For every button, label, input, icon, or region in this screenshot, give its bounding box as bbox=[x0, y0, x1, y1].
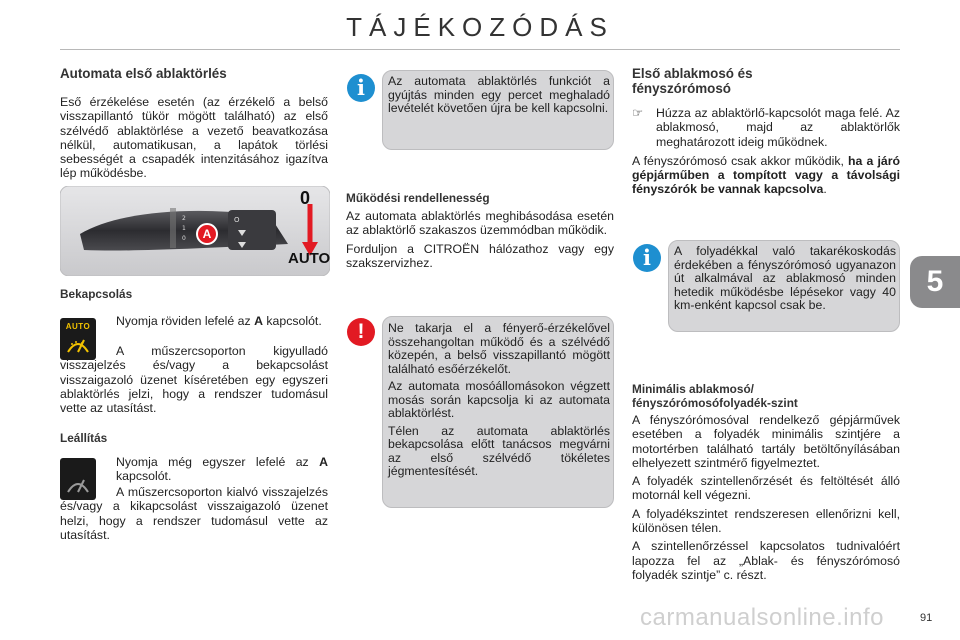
intro-paragraph: Eső érzékelése esetén (az érzékelő a belső visszapillantó tükör mögött található) az első szélvédő ablaktörlése a vezető beavatkozása nélkül, automatikusan, a lapátok törlési sebességét a csapadék intenzitásához igazítva lép működésbe. bbox=[60, 95, 328, 181]
info-icon: i bbox=[347, 74, 375, 102]
label-zero: 0 bbox=[300, 188, 311, 208]
svg-text:0: 0 bbox=[182, 235, 186, 242]
headlamp-condition-bold: ha a járó gépjárműben a tompított vagy a távolsági fényszórók be vannak kapcsolva bbox=[632, 153, 900, 197]
leallitas-step1-text: Nyomja még egyszer lefelé az bbox=[116, 455, 320, 469]
leallitas-step1-end: kapcsolót. bbox=[116, 469, 172, 484]
wiper-stalk-figure bbox=[60, 186, 330, 276]
leallitas-step1 bbox=[116, 455, 328, 484]
svg-text:1: 1 bbox=[182, 225, 186, 232]
watermark: carmanualsonline.info bbox=[640, 604, 884, 631]
min-level-p2: A folyadék szintellenőrzését és feltöltését álló motornál kell végezni. bbox=[632, 474, 900, 503]
washer-instruction-text: Húzza az ablaktörlő-kapcsolót maga felé. Az ablakmosó, majd az ablaktörlők meghatározott ideig működnek. bbox=[656, 106, 900, 149]
warning-icon: ! bbox=[347, 318, 375, 346]
leallitas-step2: A műszercsoporton kialvó visszajelzés és/vagy a kikapcsolást visszaigazoló üzenet helzi, hogy a rendszer tudomásul vette az utasítást. bbox=[60, 485, 328, 542]
label-a-marker: A bbox=[196, 223, 218, 245]
info-box-fluid-saving-text: A folyadékkal való takarékoskodás érdekében a fényszórómosó ugyanazon út alkalmával az ablakmosó minden hetedik működésbe lépésekor vagy 40 km-enként kapcsol csak be. bbox=[674, 244, 896, 312]
warning-box-text bbox=[388, 322, 610, 483]
warning-p3: Télen az automata ablaktörlés bekapcsolása előtt tanácsos megvárni az első szélvédő tökéletes jégmentesítését. bbox=[388, 423, 610, 478]
mukodesi-body bbox=[346, 209, 614, 299]
hand-pointer-icon: ☞ bbox=[632, 106, 644, 120]
headlamp-condition-end: . bbox=[823, 182, 827, 197]
mukodesi-p2: Forduljon a CITROËN hálózathoz vagy egy szakszervizhez. bbox=[346, 241, 614, 270]
bekapcsolas-step1 bbox=[116, 314, 328, 328]
svg-text:O: O bbox=[234, 216, 240, 224]
warning-box bbox=[382, 316, 614, 508]
bekapcsolas-step1-text: Nyomja röviden lefelé az bbox=[116, 314, 255, 328]
warning-p2: Az automata mosóállomásokon végzett mosás során kapcsolja ki az automata ablaktörlést. bbox=[388, 379, 610, 420]
info-box-fluid-saving bbox=[668, 240, 900, 332]
leallitas-switch-ref: A bbox=[319, 455, 328, 469]
min-level-p1: A fényszórómosóval rendelkező gépjárművek esetében a folyadék minimális szintjére a motortérben található tartály betöltőnyílásában elhelyezett szintmérő figyelmeztet. bbox=[632, 413, 900, 470]
label-auto: AUTO bbox=[288, 250, 331, 267]
bekapcsolas-switch-ref: A bbox=[254, 314, 263, 328]
leallitas-heading: Leállítás bbox=[60, 431, 108, 445]
title-divider bbox=[60, 49, 900, 50]
bekapcsolas-step2: A műszercsoporton kigyulladó visszajelzés és/vagy a bekapcsolást visszaigazoló üzenet kíséretében egy egyszeri ablaktörlés jelzi, hogy a rendszer tudomásul vette az utasítást. bbox=[60, 344, 328, 416]
page-number: 91 bbox=[920, 612, 933, 624]
section-heading-auto-wiper: Automata első ablaktörlés bbox=[60, 66, 227, 81]
auto-icon-label: AUTO bbox=[65, 322, 91, 331]
info-icon-2: i bbox=[633, 244, 661, 272]
washer-instruction bbox=[632, 106, 900, 149]
mukodesi-p1: Az automata ablaktörlés meghibásodása esetén az ablaktörlő szakaszos üzemmódban működik. bbox=[346, 209, 614, 238]
min-level-heading: Minimális ablakmosó/ fényszórómosófolyadék-szint bbox=[632, 382, 798, 410]
min-level-p3: A folyadékszintet rendszeresen ellenőrizni kell, különösen télen. bbox=[632, 506, 900, 536]
section-heading-washer: Első ablakmosó és fényszórómosó bbox=[632, 66, 753, 96]
info-box-reactivate-text: Az automata ablaktörlés funkciót a gyújtás minden egy percet meghaladó levételét követően újra be kell kapcsolni. bbox=[388, 74, 610, 115]
min-level-p4: A szintellenőrzéssel kapcsolatos tudnivalóért lapozza fel az „Ablak- és fényszórómosó folyadék szintje” c. részt. bbox=[632, 539, 900, 582]
svg-text:2: 2 bbox=[182, 215, 186, 222]
warning-p1: Ne takarja el a fényerő-érzékelővel összehangoltan működő és a szélvédő közepén, a belső visszapillantó mögött található esőérzékelőt. bbox=[388, 321, 610, 376]
bekapcsolas-step1-end: kapcsolót. bbox=[262, 314, 322, 328]
page-title: TÁJÉKOZÓDÁS bbox=[346, 12, 614, 42]
min-level-body bbox=[632, 413, 900, 593]
headlamp-washer-condition bbox=[632, 154, 900, 197]
info-box-reactivate bbox=[382, 70, 614, 150]
headlamp-condition-text: A fényszórómosó csak akkor működik, bbox=[632, 153, 849, 168]
bekapcsolas-heading: Bekapcsolás bbox=[60, 287, 133, 301]
mukodesi-heading: Működési rendellenesség bbox=[346, 191, 490, 205]
chapter-tab: 5 bbox=[910, 256, 960, 308]
